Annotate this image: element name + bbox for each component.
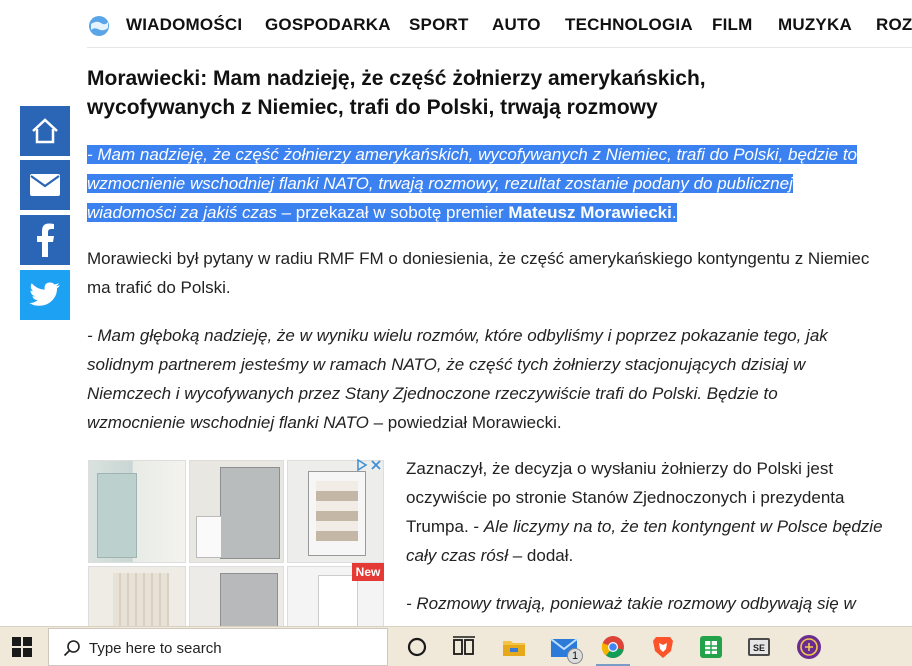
- ad-product-image[interactable]: [88, 460, 186, 563]
- article-title: Morawiecki: Mam nadzieję, że część żołnierzy amerykańskich, wycofywanych z Niemiec, trafi do Polski, trwają rozmowy: [87, 67, 706, 119]
- lead-attribution: – przekazał w sobotę premier: [276, 203, 509, 222]
- task-view-icon[interactable]: [451, 634, 477, 660]
- paragraph-3-quote: - Mam głęboką nadzieję, że w wyniku wielu rozmów, które odbyliśmy i poprzez pokazanie tego, jak solidnym partnerem jesteśmy w ramach NATO, że część tych żołnierzy stacjonujących dzisiaj w Niemczech i wycofywanych przez Stany Zjednoczone rzeczywiście trafi do Polski. Będzie to wzmocnienie wschodniej flanki NATO: [87, 326, 828, 432]
- home-icon: [29, 116, 61, 146]
- article-paragraph-5: [406, 589, 896, 618]
- windows-taskbar: [0, 626, 912, 666]
- paragraph-4-text: Zaznaczył, że decyzja o wysłaniu żołnierzy do Polski jest oczywiście po stronie Stanów Zjednoczonych i prezydenta Trumpa. -: [406, 459, 845, 536]
- nav-item-wiadomosci[interactable]: WIADOMOŚCI: [126, 15, 243, 34]
- paragraph-3-attribution: – powiedział Morawiecki.: [368, 413, 562, 432]
- nav-item-film[interactable]: FILM: [712, 15, 753, 34]
- twitter-icon: [29, 282, 61, 308]
- ad-product-image[interactable]: [88, 566, 186, 633]
- nav-item-technologia[interactable]: TECHNOLOGIA: [565, 15, 693, 34]
- facebook-share-button[interactable]: [20, 215, 70, 265]
- article-paragraph-2: Morawiecki był pytany w radiu RMF FM o doniesienia, że część amerykańskiego kontyngentu z Niemiec ma trafić do Polski.: [87, 249, 870, 297]
- ad-choices-icon[interactable]: [356, 458, 384, 472]
- home-share-button[interactable]: [20, 106, 70, 156]
- nav-item-overflow[interactable]: ROZ: [876, 15, 912, 34]
- paragraph-4-attribution: – dodał.: [508, 546, 574, 565]
- mail-unread-badge: 1: [567, 648, 583, 664]
- paragraph-4-quote: Ale liczymy na to, że ten kontyngent w Polsce będzie cały czas rósł: [406, 517, 883, 565]
- lead-person-name: Mateusz Morawiecki: [508, 203, 672, 222]
- article-paragraph-3: [87, 321, 877, 437]
- lead-end: .: [671, 203, 677, 222]
- article-lead: [87, 140, 877, 227]
- chrome-icon[interactable]: [600, 634, 626, 660]
- search-placeholder: Type here to search: [89, 640, 222, 657]
- taskbar-search-box[interactable]: [48, 628, 388, 666]
- spreadsheet-app-icon[interactable]: [698, 634, 724, 660]
- ad-product-image[interactable]: [189, 460, 284, 563]
- top-navigation: [87, 0, 912, 48]
- nav-item-gospodarka[interactable]: GOSPODARKA: [265, 15, 391, 34]
- lead-quote: - Mam nadzieję, że część żołnierzy amerykańskich, wycofywanych z Niemiec, trafi do Polski, będzie to wzmocnienie wschodniej flanki NATO, trwają rozmowy, rezultat zostanie podany do publicznej wiadomości za jakiś czas: [87, 145, 858, 222]
- nav-item-auto[interactable]: AUTO: [492, 15, 541, 34]
- se-app-icon[interactable]: [746, 634, 772, 660]
- ad-product-image[interactable]: [287, 460, 384, 563]
- cortana-icon[interactable]: [404, 634, 430, 660]
- mail-icon: [29, 173, 61, 197]
- twitter-share-button[interactable]: [20, 270, 70, 320]
- advertisement[interactable]: [88, 458, 386, 633]
- nav-item-muzyka[interactable]: MUZYKA: [778, 15, 852, 34]
- nav-item-sport[interactable]: SPORT: [409, 15, 469, 34]
- site-logo-icon[interactable]: [87, 14, 111, 38]
- new-badge: New: [352, 563, 384, 581]
- article-paragraph-4: [406, 454, 896, 570]
- file-explorer-icon[interactable]: [501, 634, 527, 660]
- paragraph-5-quote: - Rozmowy trwają, ponieważ takie rozmowy odbywają się w: [406, 594, 856, 613]
- ad-product-image[interactable]: [189, 566, 284, 633]
- search-icon: [63, 639, 81, 657]
- mail-app-button[interactable]: [548, 631, 586, 665]
- facebook-icon: [35, 223, 55, 257]
- purple-app-icon[interactable]: [796, 634, 822, 660]
- email-share-button[interactable]: [20, 160, 70, 210]
- svg-text:SE: SE: [752, 643, 766, 653]
- brave-icon[interactable]: [650, 634, 676, 660]
- windows-start-icon[interactable]: [12, 637, 32, 657]
